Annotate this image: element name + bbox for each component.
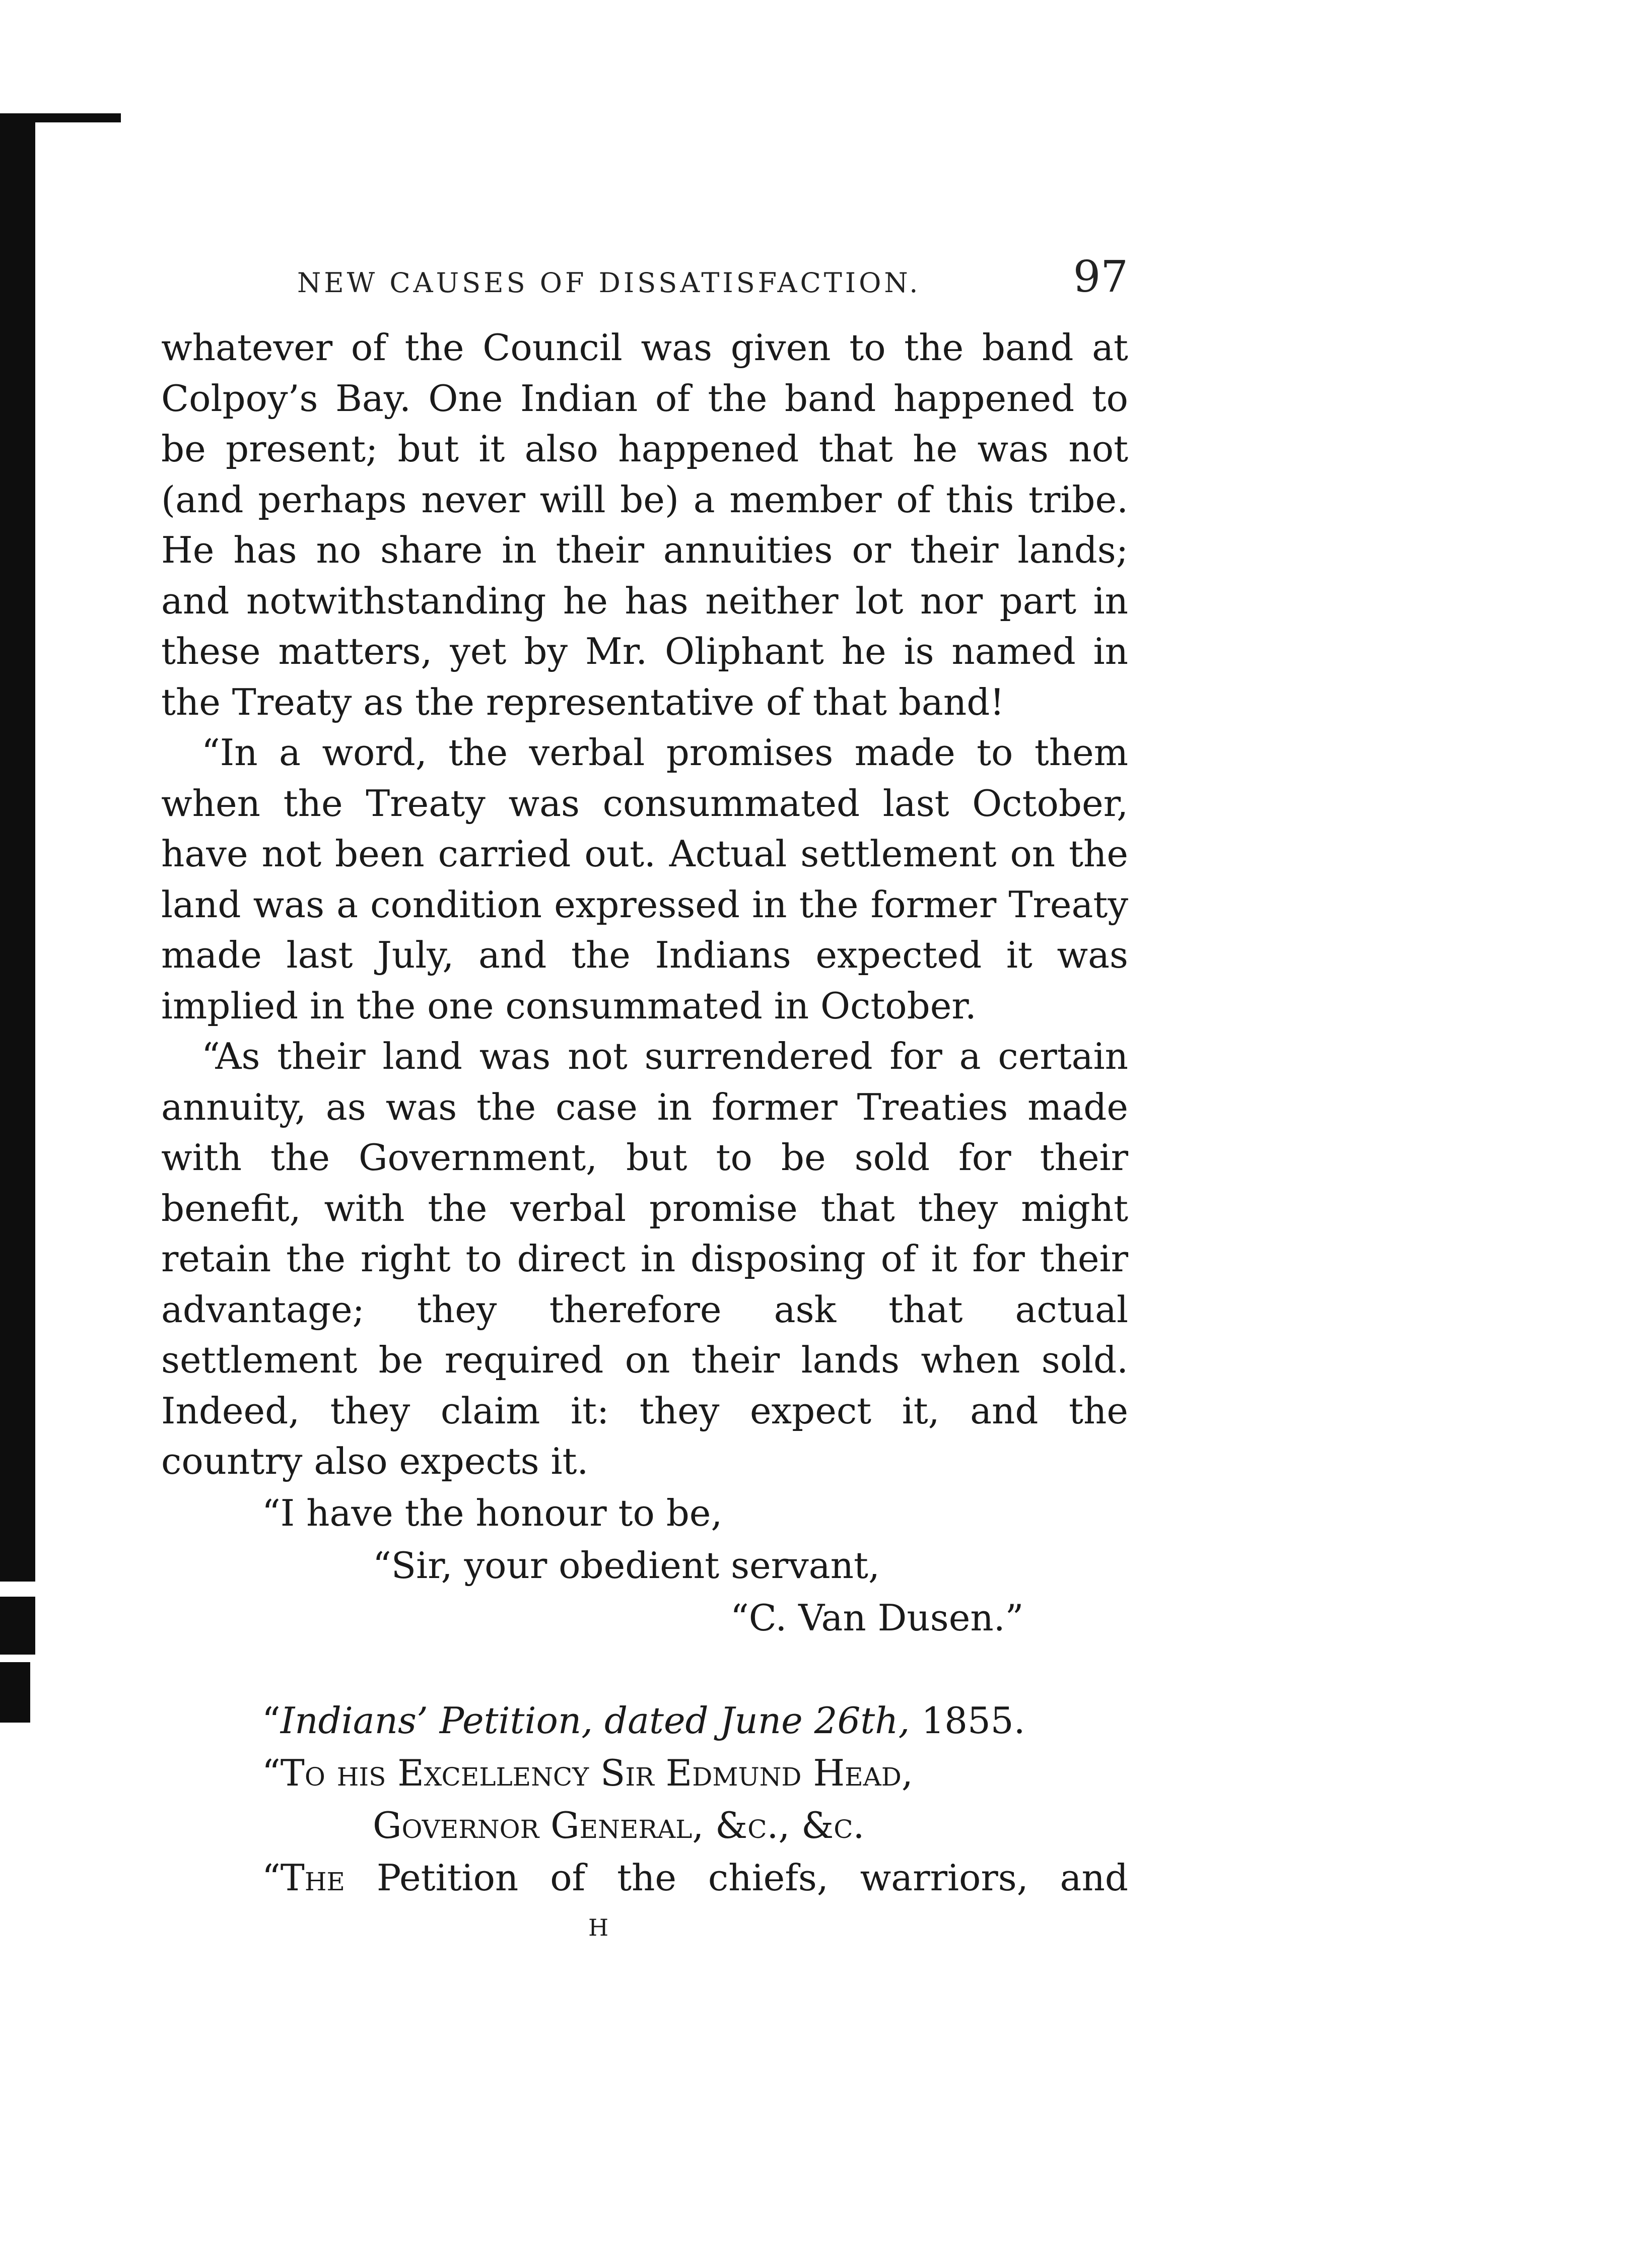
letter-closing	[161, 1487, 1128, 1644]
signature-mark: H	[588, 1913, 611, 1941]
closing-servant: “Sir, your obedient servant,	[373, 1544, 880, 1587]
book-page	[161, 247, 1128, 1941]
closing-salutation: “I have the honour to be,	[262, 1491, 723, 1534]
petition-word: warriors,	[860, 1856, 1028, 1899]
page-number: 97	[1073, 252, 1128, 302]
binding-shadow	[0, 113, 35, 1655]
paragraph: “As their land was not surrendered for a certain annuity, as was the case in former Treaties made with the Government, but to be sold for their benefit, with the verbal promise that they might retain the right to direct in disposing of it for their advantage; they therefore ask that actual settlement be required on their lands when sold. Indeed, they claim it: they expect it, and the country also expects it.	[161, 1035, 1128, 1482]
petition-date	[161, 1694, 1128, 1747]
petition-addressee: “To his Excellency Sir Edmund Head,	[262, 1751, 913, 1794]
petition-word: of	[550, 1856, 586, 1899]
petition-word: the	[617, 1856, 676, 1899]
binding-shadow-top	[0, 113, 121, 122]
petition-word: chiefs,	[708, 1856, 829, 1899]
petition-word: and	[1060, 1856, 1128, 1899]
binding-shadow-block	[0, 1662, 30, 1723]
petition-word: “The	[262, 1856, 345, 1899]
running-title: NEW CAUSES OF DISSATISFACTION.	[297, 267, 921, 299]
petition-date-year: 1855.	[910, 1699, 1025, 1742]
petition-word: Petition	[376, 1856, 519, 1899]
paragraph: whatever of the Council was given to the band at Colpoy’s Bay. One Indian of the band happened to be present; but it also happened that he was not (and perhaps never will be) a member of this tribe. He has no share in their annuities or their lands; and notwithstanding he has neither lot nor part in these matters, yet by Mr. Oliphant he is named in the Treaty as the representative of that band!	[161, 326, 1128, 723]
body-text	[161, 322, 1128, 1487]
petition-date-quote: “	[262, 1699, 281, 1742]
petition-date-title: Indians’ Petition, dated June 26th,	[280, 1699, 910, 1742]
petition-addressee-title: Governor General, &c., &c.	[373, 1804, 865, 1846]
petition-heading	[161, 1694, 1128, 1904]
binding-shadow-gap	[0, 1582, 35, 1597]
petition-opening-line	[161, 1852, 1128, 1904]
closing-signature: “C. Van Dusen.”	[730, 1596, 1024, 1639]
running-head	[161, 247, 1128, 322]
paragraph: “In a word, the verbal promises made to them when the Treaty was consummated last October, have not been carried out. Actual settlement on the land was a condition expressed in the former Treaty made last July, and the Indians expected it was implied in the one consummated in October.	[161, 731, 1128, 1027]
